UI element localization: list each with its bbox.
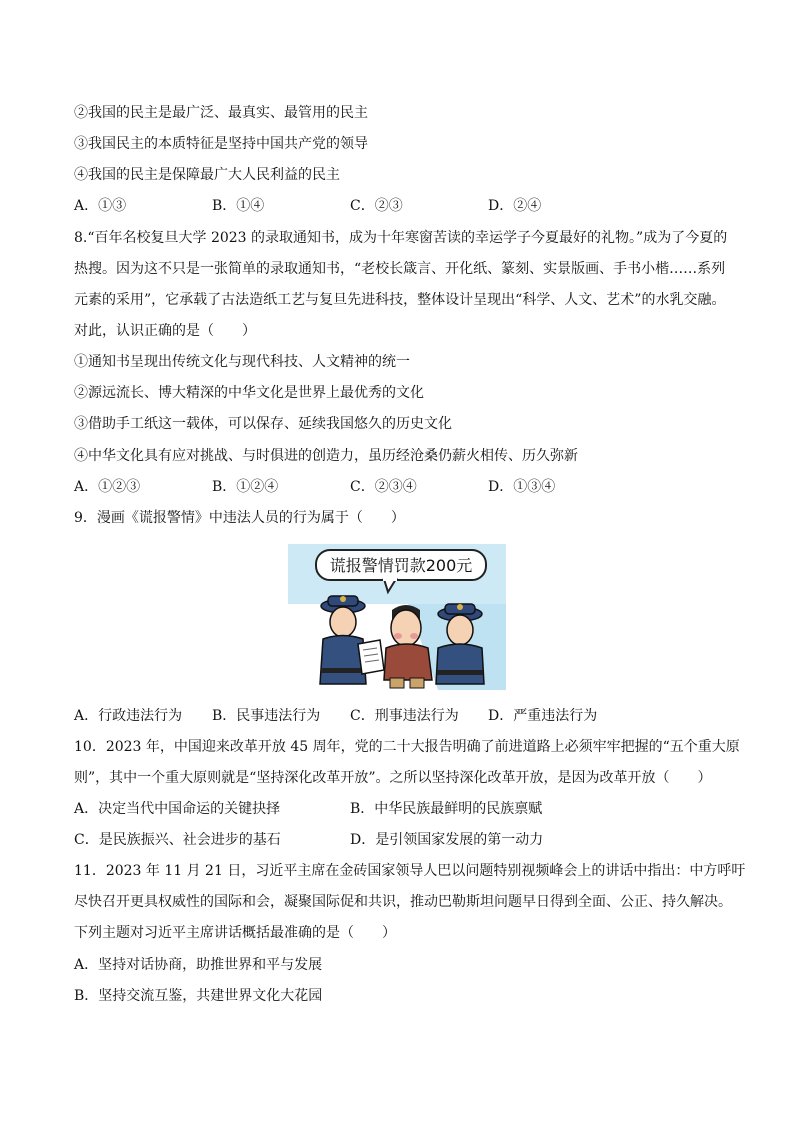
q8-item-3: ③借助手工纸这一载体，可以保存、延续我国悠久的历史文化 — [74, 416, 452, 432]
q8-option-c: C．②③④ — [350, 479, 417, 495]
q8-option-d: D．①③④ — [488, 479, 556, 495]
q9-option-b: B．民事违法行为 — [212, 708, 321, 724]
q7-item-4: ④我国的民主是保障最广大人民利益的民主 — [74, 167, 340, 183]
q7-item-3: ③我国民主的本质特征是坚持中国共产党的领导 — [74, 136, 368, 152]
cartoon-false-police-report — [288, 544, 506, 690]
q7-item-2: ②我国的民主是最广泛、最真实、最管用的民主 — [74, 105, 368, 121]
q9-stem: 9．漫画《谎报警情》中违法人员的行为属于（ ） — [74, 510, 405, 526]
q8-stem-line-4: 对此，认识正确的是（ ） — [74, 323, 256, 339]
q8-item-4: ④中华文化具有应对挑战、与时俱进的创造力，虽历经沧桑仍薪火相传、历久弥新 — [74, 448, 578, 464]
q10-option-c: C．是民族振兴、社会进步的基石 — [74, 832, 281, 848]
q8-stem-line-1: 8.“百年名校复旦大学 2023 的录取通知书，成为十年寒窗苦读的幸运学子今夏最好的礼物。”成为了今夏的 — [74, 230, 728, 246]
paper-document-icon — [358, 640, 384, 674]
q8-stem-line-3: 元素的采用”，它承载了古法造纸工艺与复旦先进科技，整体设计呈现出“科学、人文、艺术”的水乳交融。 — [74, 292, 726, 308]
q7-option-a: A．①③ — [74, 198, 127, 214]
q9-option-c: C．刑事违法行为 — [350, 708, 459, 724]
q8-item-2: ②源远流长、博大精深的中华文化是世界上最优秀的文化 — [74, 385, 424, 401]
q9-option-a: A．行政违法行为 — [74, 708, 183, 724]
q9-option-d: D．严重违法行为 — [488, 708, 598, 724]
q8-option-b: B．①②④ — [212, 479, 279, 495]
q11-stem-line-3: 下列主题对习近平主席讲话概括最准确的是（ ） — [74, 925, 396, 941]
q10-option-b: B．中华民族最鲜明的民族禀赋 — [350, 801, 543, 817]
q7-option-b: B．①④ — [212, 198, 265, 214]
q11-stem-line-2: 尽快召开更具权威性的国际和会，凝聚国际促和共识，推动巴勒斯坦问题早日得到全面、公正、持久解决。 — [74, 894, 732, 910]
q7-option-d: D．②④ — [488, 198, 542, 214]
q7-option-c: C．②③ — [350, 198, 403, 214]
q10-option-d: D．是引领国家发展的第一动力 — [350, 832, 544, 848]
q11-option-b: B．坚持交流互鉴，共建世界文化大花园 — [74, 988, 323, 1004]
q11-option-a: A．坚持对话协商，助推世界和平与发展 — [74, 957, 323, 973]
left-police-officer — [320, 596, 366, 684]
q10-stem-line-1: 10．2023 年，中国迎来改革开放 45 周年，党的二十大报告明确了前进道路上必须牢牢把握的“五个重大原 — [74, 739, 740, 755]
cartoon-caption: 谎报警情罚款200元 — [329, 556, 473, 575]
q8-stem-line-2: 热搜。因为这不只是一张简单的录取通知书，“老校长箴言、开化纸、篆刻、实景版画、手书小楷……系列 — [74, 261, 726, 277]
q8-option-a: A．①②③ — [74, 479, 141, 495]
q10-option-a: A．决定当代中国命运的关键抉择 — [74, 801, 281, 817]
q11-stem-line-1: 11．2023 年 11 月 21 日，习近平主席在金砖国家领导人巴以问题特别视频峰会上的讲话中指出：中方呼吁 — [74, 863, 746, 879]
q8-item-1: ①通知书呈现出传统文化与现代科技、人文精神的统一 — [74, 354, 410, 370]
q10-stem-line-2: 则”，其中一个重大原则就是“坚持深化改革开放”。之所以坚持深化改革开放，是因为改革开放（ ） — [74, 770, 712, 786]
